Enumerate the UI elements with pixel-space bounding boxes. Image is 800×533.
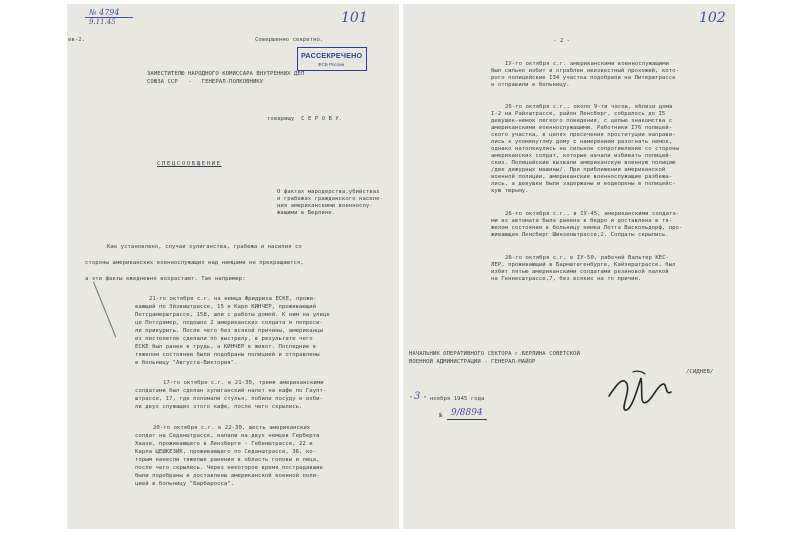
text-line: из пистолетов сделали по выстрелу, в результате чего — [135, 336, 313, 342]
text-line: военной полиции, американские военнослужащие разбежа- — [491, 174, 673, 180]
text-line: солдатами был сделан хулиганский налет на кафе по Гаупт- — [135, 388, 327, 394]
text-line: ских. Полицейские вызвали американскую военную полицию — [491, 160, 676, 166]
text-line: 26-го октября с.г., около 9-ти часов, вблизи дома — [505, 104, 673, 110]
stamp-subtitle: ФСБ России — [318, 62, 345, 67]
signatory-title-line: ВОЕННОЙ АДМИНИСТРАЦИИ - ГЕНЕРАЛ-МАЙОР — [409, 359, 536, 365]
text-line: це Потсдамер, подошло 2 американских солдата и попроси- — [135, 320, 323, 326]
signatory-title-line: НАЧАЛЬНИК ОПЕРАТИВНОГО СЕКТОРА г.БЕРЛИНА СОВЕТСКОЙ — [409, 351, 580, 357]
text-line: ли прикурить. После чего без всякой причины, американцы — [135, 328, 323, 334]
text-line: на Геннесштрассе,7, без всяких на то причин. — [491, 276, 642, 282]
text-line: после чего скрылись. Через некоторое время пострадавшие — [135, 465, 323, 471]
text-line: и отправили в больницу. — [491, 82, 570, 88]
text-line: лись, а девушки были задержаны и водворены в полицейс- — [491, 181, 676, 187]
text-line: ЕСКЕ был ранен в грудь, а КИНЧЕР в живот. Последние в — [135, 344, 317, 350]
text-line: избит пятью американскими солдатами резиновой палкой — [491, 269, 669, 275]
text-line: тяжелом состоянии были подобраны полицией и отправлены — [135, 352, 320, 358]
text-line: I-2 на Райхштрассе, район Ленсберг, собралось до I5 — [491, 111, 666, 117]
text-line: Потсдамерштрассе, 158, шли с работы домой. К ним на улице — [135, 312, 330, 318]
text-line: в больницу "Августа-Виктория". — [135, 360, 238, 366]
signature-mark — [603, 362, 683, 422]
text-line: /две дежурных машины/. При приближении американской — [491, 167, 666, 173]
secrecy-label: Совершенно секретно. — [255, 37, 324, 43]
text-line: а эти факты ежедневно возрастают. Так например: — [85, 276, 246, 282]
subject-line: жащими в Берлине. — [277, 210, 336, 216]
text-line: ЛЕР, проживающий в Бармштегенбурге, Кайзерштрассе, был — [491, 262, 676, 268]
signatory-name: /СИДНЕВ/ — [686, 369, 714, 375]
page-number: 102 — [699, 10, 726, 26]
text-line: кую тюрьму. — [491, 188, 529, 194]
addressee-line-1: ЗАМЕСТИТЕЛЮ НАРОДНОГО КОМИССАРА ВНУТРЕННИХ ДЕЛ — [147, 71, 305, 77]
text-line: ского участка, в целях пресечения проституции направи- — [491, 132, 676, 138]
text-line: американских солдат, которые начали избивать полицей- — [491, 153, 673, 159]
document-page-left — [67, 4, 399, 529]
date-text: " ноября 1945 года — [423, 396, 485, 402]
text-line: вающий по Эйзвиштрассе, 15 и Карл КИНЧЕР, проживающий — [135, 304, 317, 310]
document-number: 9/8894 — [451, 408, 483, 418]
text-line: солдат на Седанштрассе, напали на двух немцев Герберта — [135, 433, 320, 439]
handwritten-date: 9.11.45 — [89, 18, 116, 26]
text-line: ли двух служащих этого кафе, после чего скрылись. — [135, 404, 303, 410]
text-line: американскими военнослужащими. Работники I76 полицей- — [491, 125, 673, 131]
page-number: 101 — [341, 10, 368, 26]
text-line: 26-го октября с.г., в IУ-45, американскими солдата- — [505, 211, 680, 217]
text-line: 21-го октября с.г. на немца Фридриха ЕСКЕ, прожи- — [149, 296, 317, 302]
edge-mark: ев-2. — [68, 37, 86, 43]
number-sign: № — [439, 413, 443, 419]
text-line: Как установлено, случаи хулиганства, грабежа и насилия со — [107, 244, 302, 250]
page-label: - 2 - — [553, 38, 571, 44]
text-line: рого полицейские IЗ4 участка подобрали на Литерштрассе — [491, 75, 676, 81]
text-line: 26-го октября с.г. в IУ-50, рабочий Вальтер КЕС- — [505, 255, 670, 261]
text-line: живающая Ленсберг Шинзенштрассе,2. Солдаты скрылись. — [491, 232, 669, 238]
text-line: IУ-го октября с.г. американскими военнослужащими — [505, 61, 670, 67]
text-line: 17-го октября с.г. в 21-30, тремя американскими — [163, 380, 324, 386]
text-line: штрассе, 17, где поломали стулья, побили посуду и изби- — [135, 396, 323, 402]
text-line: желом состоянии в больницу немка Лотта Васкольдорф, про- — [491, 225, 683, 231]
text-line: однако натолкнулись на сильное сопротивление со стороны — [491, 146, 679, 152]
text-line: лись к упомянутому дому с намерением разогнать немок, — [491, 139, 673, 145]
addressee-name: товарищу С Е Р О В У. — [267, 116, 343, 122]
text-line: ми из автомата была ранена в бедро и доставлена в тя- — [491, 218, 673, 224]
document-title: СПЕЦСООБЩЕНИЕ — [157, 161, 222, 167]
subject-line: О фактах мародерства,убийствах — [277, 189, 380, 195]
number-underline — [447, 419, 487, 420]
handwritten-reference: № 4794 — [89, 8, 120, 17]
text-line: девушек-немок легкого поведения, с целью знакомства с — [491, 118, 673, 124]
text-line: был сильно избит и ограблен неизвестный прохожий, кото- — [491, 68, 679, 74]
stamp-title: РАССЕКРЕЧЕНО — [301, 51, 363, 60]
text-line: торым нанесли тяжелые ранения в область головы и лица, — [135, 457, 320, 463]
text-line: Хаазе, проживающего в Лензберге - Гебенштрассе, 22 и — [135, 441, 313, 447]
text-line: 20-го октября с.г. в 22-30, шесть американских — [153, 425, 311, 431]
subject-line: и грабежах гражданского населе- — [277, 196, 383, 202]
date-day: 3 — [414, 391, 421, 402]
text-line: Карла ЦЕШКЕЗИК, проживающего по Седанштрассе, 36, ко- — [135, 449, 317, 455]
margin-mark — [93, 282, 116, 338]
subject-line: ния американскими военнослу- — [277, 203, 373, 209]
text-line: были подобраны и доставлены американской военной поли- — [135, 473, 320, 479]
text-line: стороны американских военнослужащих над немцами не прекращаются, — [85, 260, 304, 266]
document-page-right — [403, 4, 735, 529]
text-line: цией в больницу "Барбаросса". — [135, 481, 235, 487]
addressee-line-2: СОЮЗА ССР - ГЕНЕРАЛ-ПОЛКОВНИКУ — [147, 79, 264, 85]
declassified-stamp — [297, 47, 367, 71]
date-quote: " — [409, 396, 413, 402]
